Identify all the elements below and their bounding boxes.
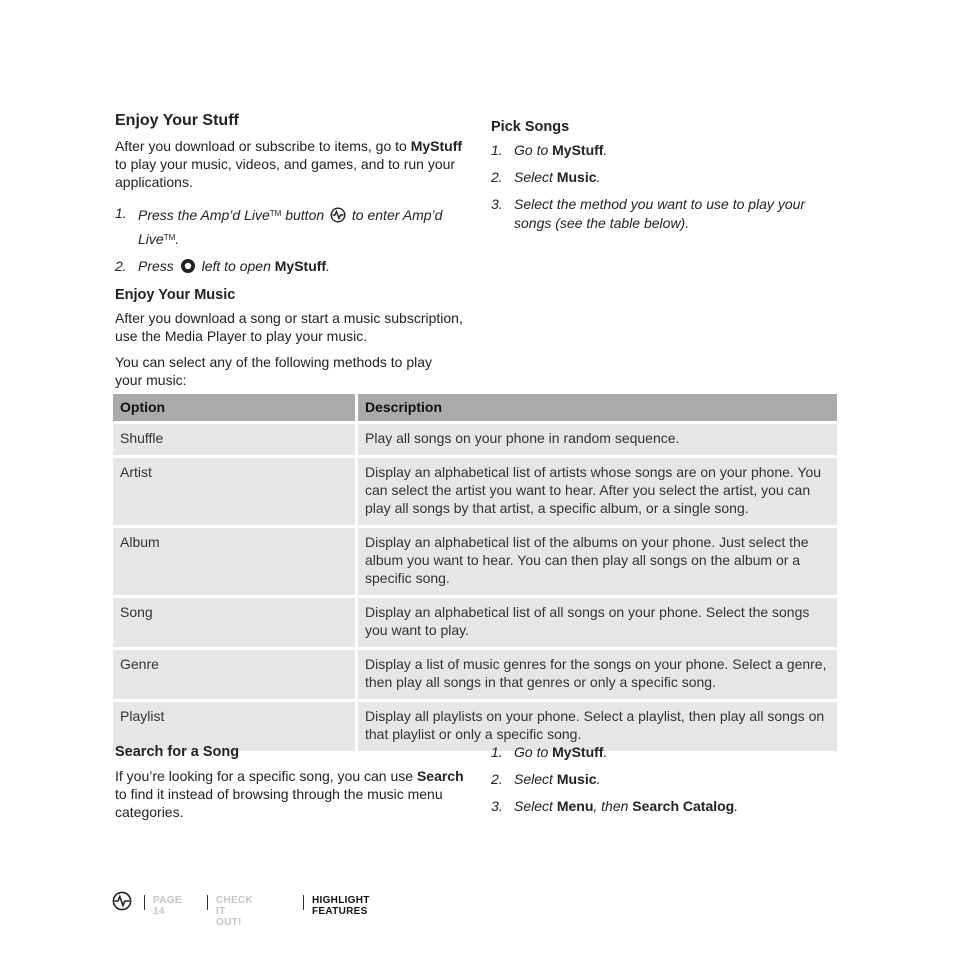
footer-divider: [207, 895, 208, 910]
step-2: 2. Press left to open MyStuff.: [115, 257, 465, 279]
pick-songs-title: Pick Songs: [491, 119, 570, 135]
ampd-logo-icon: [112, 891, 132, 914]
intro-paragraph: After you download or subscribe to items, go to MyStuff to play your music, videos, and games, and to run your applications.: [115, 138, 463, 190]
header-description: Description: [357, 394, 838, 423]
pick-step-1: 1. Go to MyStuff.: [491, 142, 608, 158]
footer-chapter: HIGHLIGHT FEATURES: [312, 895, 370, 917]
option-cell: Playlist: [113, 701, 357, 753]
table-row: [113, 457, 837, 527]
footer-page-number: PAGE 14: [153, 895, 182, 917]
search-step-3: 3. Select Menu, then Search Catalog.: [491, 798, 739, 814]
search-step-1: 1. Go to MyStuff.: [491, 744, 608, 760]
table-row: [113, 527, 837, 597]
left-column: [115, 112, 465, 389]
music-title: Enjoy Your Music: [115, 287, 236, 303]
option-cell: Genre: [113, 649, 357, 701]
footer-divider: [144, 895, 145, 910]
description-cell: Display all playlists on your phone. Select a playlist, then play all songs on that playlist or only a specific song.: [357, 701, 838, 753]
description-cell: Display an alphabetical list of the albums on your phone. Just select the album you want to hear. You can then play all songs on the album or a specific song.: [357, 527, 838, 597]
table-header-row: [113, 394, 837, 423]
search-steps: [491, 743, 831, 816]
search-paragraph: If you’re looking for a specific song, you can use Search to find it instead of browsing through the music menu categories.: [115, 768, 464, 820]
table-row: [113, 649, 837, 701]
footer-divider: [303, 895, 304, 910]
nav-key-icon: [180, 258, 196, 279]
ampd-live-icon: [330, 207, 346, 228]
pick-step-3: 3. Select the method you want to use to play your songs (see the table below).: [491, 196, 806, 231]
option-cell: Shuffle: [113, 423, 357, 457]
table-row: [113, 423, 837, 457]
header-option: Option: [113, 394, 357, 423]
option-cell: Artist: [113, 457, 357, 527]
option-cell: Song: [113, 597, 357, 649]
right-column: [491, 119, 821, 233]
section-title: Enjoy Your Stuff: [115, 112, 239, 129]
music-paragraph-1: After you download a song or start a music subscription, use the Media Player to play your music.: [115, 310, 463, 344]
options-table: [113, 394, 837, 754]
description-cell: Display an alphabetical list of artists whose songs are on your phone. You can select the artist you want to hear. After you select the artist, you can play all songs by that artist, a specific album, or a single song.: [357, 457, 838, 527]
search-left: [115, 744, 465, 821]
step-1: 1. Press the Amp’d Live™ button to enter Amp’d Live™.: [115, 205, 443, 247]
table-row: [113, 597, 837, 649]
footer-section: CHECK IT OUT!: [216, 895, 254, 928]
music-paragraph-2: You can select any of the following methods to play your music:: [115, 354, 433, 388]
description-cell: Display an alphabetical list of all songs on your phone. Select the songs you want to play.: [357, 597, 838, 649]
description-cell: Play all songs on your phone in random sequence.: [357, 423, 838, 457]
search-title: Search for a Song: [115, 744, 240, 760]
pick-step-2: 2. Select Music.: [491, 169, 601, 185]
search-step-2: 2. Select Music.: [491, 771, 601, 787]
description-cell: Display a list of music genres for the songs on your phone. Select a genre, then play all songs in that genres or only a specific song.: [357, 649, 838, 701]
option-cell: Album: [113, 527, 357, 597]
